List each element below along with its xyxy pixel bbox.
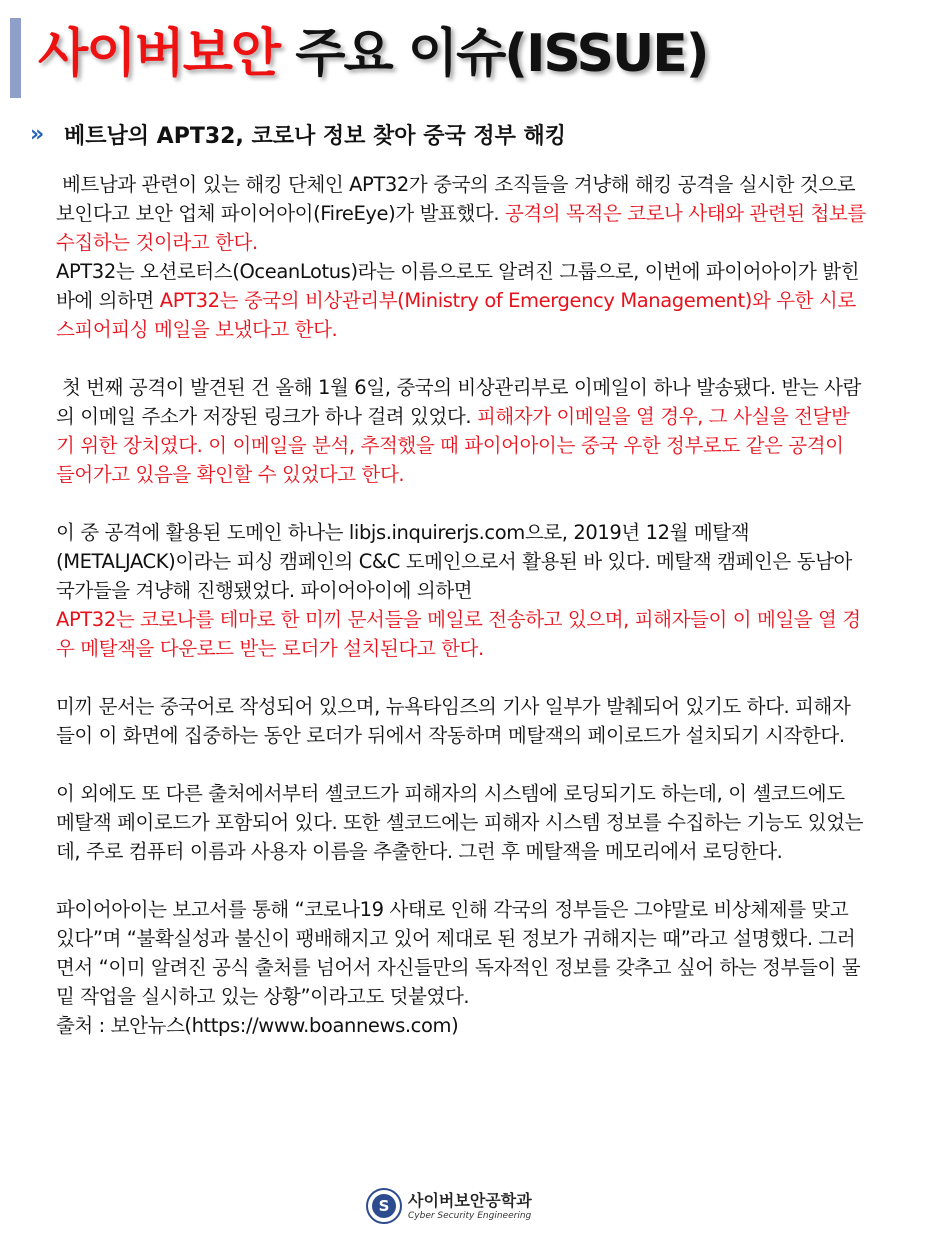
logo-letter: S <box>372 1194 396 1218</box>
paragraph-2 <box>56 373 866 489</box>
paragraph-1 <box>56 170 866 344</box>
p1-highlight-2: APT32는 중국의 비상관리부(Ministry of Emergency Management)와 우한 시로 스피어피싱 메일을 보냈다고 한다. <box>56 289 856 341</box>
p2-text-1: 첫 번째 공격이 발견된 건 올해 1월 6일, 중국의 비상관리부로 이메일이 하나 발송됐다. 받는 사람의 이메일 주소가 저장된 링크가 하나 걸려 있었다. <box>56 376 861 428</box>
headline-text: 베트남의 APT32, 코로나 정보 찾아 중국 정부 해킹 <box>64 123 567 149</box>
article-headline <box>30 114 566 154</box>
page-title-rest: 주요 이슈(ISSUE) <box>279 24 708 84</box>
shield-s-logo-icon <box>366 1188 402 1224</box>
department-name-ko: 사이버보안공학과 <box>408 1190 532 1210</box>
page-title <box>38 14 708 94</box>
p1-text-1: 베트남과 관련이 있는 해킹 단체인 APT32가 중국의 조직들을 겨냥해 해킹 공격을 실시한 것으로 보인다고 보안 업체 파이어아이(FireEye)가 발표했다. <box>56 173 856 225</box>
p3-highlight-1: APT32는 코로나를 테마로 한 미끼 문서들을 메일로 전송하고 있으며, 피해자들이 이 메일을 열 경우 메탈잭을 다운로드 받는 로더가 설치된다고 한다. <box>56 608 861 660</box>
paragraph-4: 미끼 문서는 중국어로 작성되어 있으며, 뉴욕타임즈의 기사 일부가 발췌되어 있기도 하다. 피해자들이 이 화면에 집중하는 동안 로더가 뒤에서 작동하며 메탈잭의 페이로드가 설치되기 시작한다. <box>56 695 851 747</box>
p3-text-1: 이 중 공격에 활용된 도메인 하나는 libjs.inquirerjs.com으로, 2019년 12월 메탈잭(METALJACK)이라는 피싱 캠페인의 C&C 도메인으로서 활용된 바 있다. 메탈잭 캠페인은 동남아 국가들을 겨냥해 진행됐었다. 파이어아이에 의하면 <box>56 521 852 602</box>
footer-department <box>366 1186 532 1226</box>
page-title-highlight: 사이버보안 <box>38 24 280 84</box>
p1-text-2: APT32는 오션로터스(OceanLotus)라는 이름으로도 알려진 그룹으로, 이번에 파이어아이가 밝힌 바에 의하면 <box>56 260 860 312</box>
source-citation: 출처 : 보안뉴스(https://www.boannews.com) <box>56 1014 459 1037</box>
p2-highlight-1: 피해자가 이메일을 열 경우, 그 사실을 전달받기 위한 장치였다. 이 이메일을 분석, 추적했을 때 파이어아이는 중국 우한 정부로도 같은 공격이 들어가고 있음을 확인할 수 있었다고 한다. <box>56 405 850 486</box>
paragraph-5: 이 외에도 또 다른 출처에서부터 셸코드가 피해자의 시스템에 로딩되기도 하는데, 이 셸코드에도 메탈잭 페이로드가 포함되어 있다. 또한 셸코드에는 피해자 시스템 정보를 수집하는 기능도 있었는데, 주로 컴퓨터 이름과 사용자 이름을 추출한다. 그런 후 메탈잭을 메모리에서 로딩한다. <box>56 782 864 863</box>
department-names <box>408 1191 532 1222</box>
article-body <box>56 170 866 1040</box>
department-name-en: Cyber Security Engineering <box>408 1210 532 1221</box>
double-chevron-right-icon: » <box>30 121 39 147</box>
paragraph-6: 파이어아이는 보고서를 통해 “코로나19 사태로 인해 각국의 정부들은 그야말로 비상체제를 맞고 있다”며 “불확실성과 불신이 팽배해지고 있어 제대로 된 정보가 귀해지는 때”라고 설명했다. 그러면서 “이미 알려진 공식 출처를 넘어서 자신들만의 독자적인 정보를 갖추고 싶어 하는 정부들이 물밑 작업을 실시하고 있는 상황”이라고도 덧붙였다. <box>56 898 861 1008</box>
p1-highlight-1: 공격의 목적은 코로나 사태와 관련된 첩보를 수집하는 것이라고 한다. <box>56 202 866 254</box>
title-accent-bar <box>10 18 21 98</box>
paragraph-3 <box>56 518 866 663</box>
